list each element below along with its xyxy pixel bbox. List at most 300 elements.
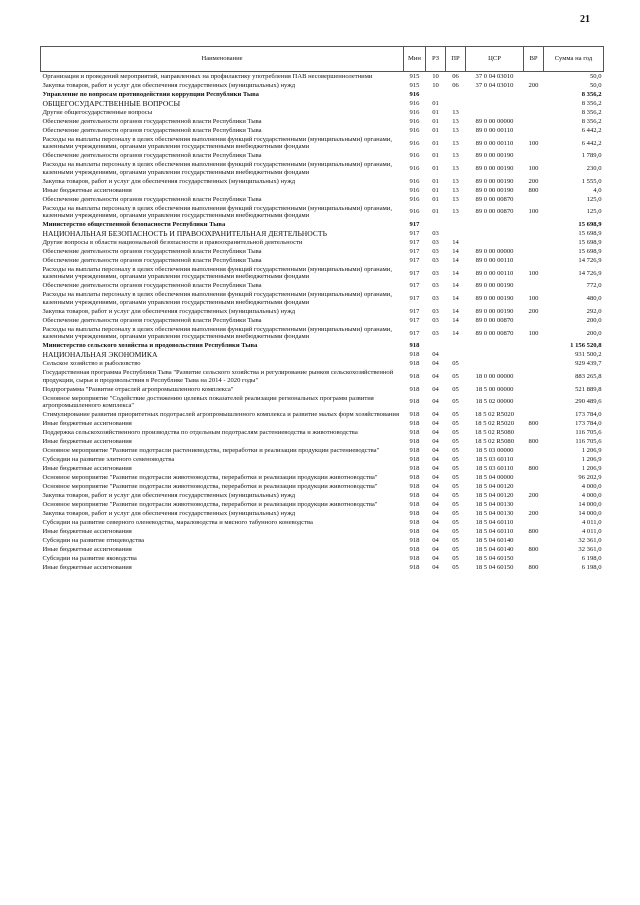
- table-row: [41, 72, 604, 82]
- cell-rz: 04: [432, 456, 439, 464]
- cell-sum: 290 489,6: [575, 398, 602, 406]
- cell-min: 918: [409, 398, 420, 406]
- cell-csr: 89 0 00 00000: [475, 248, 514, 256]
- cell-csr: 89 0 00 00870: [475, 329, 514, 337]
- cell-min: 917: [409, 316, 420, 324]
- cell-rz: 04: [432, 537, 439, 545]
- cell-vr: [524, 90, 544, 99]
- cell-min: 916: [409, 195, 420, 203]
- cell-sum: 8 356,2: [581, 117, 602, 125]
- cell-name: Иные бюджетные ассигнования: [42, 546, 132, 554]
- cell-csr: 18 5 04 60150: [475, 555, 514, 563]
- cell-sum: 292,0: [586, 307, 602, 315]
- cell-pr: [446, 341, 466, 350]
- cell-min: 915: [409, 81, 420, 89]
- cell-pr: 14: [452, 329, 459, 337]
- cell-vr: 100: [528, 329, 539, 337]
- table-body: [41, 72, 604, 573]
- cell-sum: 931 500,2: [575, 351, 602, 359]
- cell-min: 916: [409, 139, 420, 147]
- cell-pr: 14: [452, 282, 459, 290]
- cell-vr: 800: [528, 438, 539, 446]
- table-row: [41, 545, 604, 554]
- cell-rz: 04: [432, 372, 439, 380]
- cell-min: 918: [409, 528, 420, 536]
- cell-csr: 37 0 04 03010: [475, 72, 514, 80]
- cell-sum: 521 889,8: [575, 385, 602, 393]
- table-row: [41, 341, 604, 350]
- cell-csr: 18 0 00 00000: [475, 372, 514, 380]
- cell-vr: 100: [528, 295, 539, 303]
- cell-name: Подпрограмма "Развитие отраслей агропромышленного комплекса": [42, 385, 234, 393]
- cell-sum: 6 198,0: [581, 555, 602, 563]
- table-row: [41, 527, 604, 536]
- cell-pr: 05: [452, 564, 459, 572]
- cell-vr: [524, 238, 544, 247]
- cell-rz: 10: [432, 81, 439, 89]
- cell-csr: 18 5 04 60140: [475, 546, 514, 554]
- cell-csr: 18 5 02 R5020: [474, 420, 514, 428]
- cell-pr: 06: [452, 81, 459, 89]
- cell-rz: 04: [432, 546, 439, 554]
- cell-pr: 05: [452, 429, 459, 437]
- cell-csr: 18 5 04 60150: [475, 564, 514, 572]
- cell-csr: 89 0 00 00110: [475, 126, 514, 134]
- cell-name: ОБЩЕГОСУДАРСТВЕННЫЕ ВОПРОСЫ: [42, 98, 181, 108]
- cell-pr: 05: [452, 519, 459, 527]
- cell-rz: 04: [432, 398, 439, 406]
- cell-pr: 05: [452, 501, 459, 509]
- cell-sum: 6 442,2: [581, 139, 602, 147]
- table-row: [41, 282, 604, 291]
- table-row: [41, 220, 604, 229]
- table-row: [41, 509, 604, 518]
- cell-name: Обеспечение деятельности органов государственной власти Республики Тыва: [42, 248, 262, 256]
- cell-rz: 03: [432, 230, 439, 238]
- cell-min: 917: [409, 230, 420, 238]
- cell-vr: [524, 368, 544, 384]
- cell-csr: 89 0 00 00870: [475, 316, 514, 324]
- cell-min: 918: [409, 438, 420, 446]
- cell-pr: 05: [452, 474, 459, 482]
- cell-min: 916: [409, 99, 420, 107]
- cell-rz: 03: [432, 316, 439, 324]
- table-row: [41, 108, 604, 117]
- header-min: Мин: [404, 47, 426, 72]
- table-row: [41, 229, 604, 238]
- cell-pr: 05: [452, 385, 459, 393]
- cell-rz: 04: [432, 474, 439, 482]
- cell-rz: 01: [432, 108, 439, 116]
- cell-pr: 05: [452, 456, 459, 464]
- cell-csr: 89 0 00 00190: [475, 307, 514, 315]
- cell-csr: [466, 238, 524, 247]
- cell-csr: 18 5 04 60110: [475, 528, 514, 536]
- cell-min: 917: [409, 239, 420, 247]
- cell-min: 918: [409, 564, 420, 572]
- cell-sum: 32 361,0: [578, 546, 602, 554]
- table-row: [41, 99, 604, 108]
- table-row: [41, 536, 604, 545]
- cell-pr: 05: [452, 465, 459, 473]
- header-rz: РЗ: [426, 47, 446, 72]
- cell-csr: 18 5 02 00000: [475, 398, 514, 406]
- cell-min: 918: [409, 447, 420, 455]
- table-row: [41, 186, 604, 195]
- cell-name: Иные бюджетные ассигнования: [42, 186, 132, 194]
- cell-vr: [524, 536, 544, 545]
- cell-pr: 13: [452, 108, 459, 116]
- cell-sum: 116 705,6: [575, 438, 602, 446]
- cell-rz: 01: [432, 152, 439, 160]
- cell-min: 916: [409, 117, 420, 125]
- cell-min: 918: [409, 510, 420, 518]
- cell-pr: 14: [452, 269, 459, 277]
- table-row: [41, 473, 604, 482]
- cell-name: Обеспечение деятельности органов государственной власти Республики Тыва: [42, 117, 262, 125]
- cell-csr: 89 0 00 00190: [475, 295, 514, 303]
- cell-min: 917: [409, 221, 420, 229]
- cell-vr: 800: [528, 420, 539, 428]
- cell-min: 918: [409, 385, 420, 393]
- cell-min: 918: [409, 420, 420, 428]
- cell-vr: 200: [528, 81, 539, 89]
- cell-vr: 100: [528, 139, 539, 147]
- cell-csr: 18 5 04 00130: [475, 501, 514, 509]
- cell-min: 917: [409, 307, 420, 315]
- cell-sum: 4 000,0: [581, 483, 602, 491]
- cell-pr: [446, 350, 466, 359]
- cell-sum: 1 206,9: [581, 456, 602, 464]
- cell-rz: 04: [432, 510, 439, 518]
- cell-csr: 89 0 00 00190: [475, 186, 514, 194]
- table-row: [41, 135, 604, 151]
- table-row: [41, 204, 604, 220]
- cell-vr: [524, 410, 544, 419]
- cell-name: Обеспечение деятельности органов государственной власти Республики Тыва: [42, 126, 262, 134]
- cell-sum: 4,0: [593, 186, 602, 194]
- cell-pr: 05: [452, 360, 459, 368]
- cell-sum: 200,0: [586, 329, 602, 337]
- cell-vr: [524, 282, 544, 291]
- cell-name: Обеспечение деятельности органов государственной власти Республики Тыва: [42, 195, 262, 203]
- table-row: [41, 554, 604, 563]
- cell-rz: 01: [432, 126, 439, 134]
- cell-pr: 13: [452, 186, 459, 194]
- cell-min: 917: [409, 282, 420, 290]
- cell-min: 918: [409, 537, 420, 545]
- cell-name: НАЦИОНАЛЬНАЯ ЭКОНОМИКА: [42, 350, 158, 360]
- table-row: [41, 177, 604, 186]
- table-row: [41, 428, 604, 437]
- cell-rz: 03: [432, 257, 439, 265]
- cell-pr: 14: [452, 316, 459, 324]
- cell-rz: 04: [432, 385, 439, 393]
- table-row: [41, 247, 604, 256]
- cell-vr: 800: [528, 546, 539, 554]
- cell-vr: [524, 554, 544, 563]
- cell-pr: 06: [452, 72, 459, 80]
- cell-name: Обеспечение деятельности органов государственной власти Республики Тыва: [42, 316, 262, 324]
- cell-rz: 03: [432, 282, 439, 290]
- cell-rz: 01: [432, 139, 439, 147]
- cell-csr: [466, 229, 524, 238]
- cell-min: 918: [409, 411, 420, 419]
- cell-sum: 480,0: [586, 295, 602, 303]
- table-row: [41, 464, 604, 473]
- table-header: [41, 47, 604, 72]
- cell-sum: 6 442,2: [581, 126, 602, 134]
- cell-sum: 230,0: [586, 164, 602, 172]
- cell-pr: 14: [452, 257, 459, 265]
- cell-vr: [524, 256, 544, 265]
- cell-csr: [466, 99, 524, 108]
- cell-pr: 05: [452, 537, 459, 545]
- cell-csr: 89 0 00 00110: [475, 257, 514, 265]
- cell-rz: 04: [432, 492, 439, 500]
- cell-csr: 18 5 00 00000: [475, 385, 514, 393]
- cell-vr: [524, 72, 544, 82]
- cell-pr: [446, 229, 466, 238]
- cell-name: Расходы на выплаты персоналу в целях обеспечения выполнения функций государственными (муниципальными) органами, казенными учреждениями, органами управления государственными внебюджетными фондами: [42, 161, 392, 176]
- cell-csr: [466, 220, 524, 229]
- cell-rz: 03: [432, 307, 439, 315]
- cell-vr: 200: [528, 177, 539, 185]
- cell-name: Субсидии на развитие птицеводства: [42, 537, 145, 545]
- cell-pr: 05: [452, 546, 459, 554]
- cell-csr: 89 0 00 00110: [475, 269, 514, 277]
- cell-min: 917: [409, 295, 420, 303]
- cell-vr: [524, 341, 544, 350]
- cell-min: 918: [409, 429, 420, 437]
- cell-vr: [524, 316, 544, 325]
- cell-name: Закупка товаров, работ и услуг для обеспечения государственных (муниципальных) нужд: [42, 307, 296, 315]
- table-row: [41, 437, 604, 446]
- cell-sum: 32 361,0: [578, 537, 602, 545]
- cell-name: Расходы на выплаты персоналу в целях обеспечения выполнения функций государственными (муниципальными) органами, казенными учреждениями, органами управления государственными внебюджетными фондами: [42, 325, 392, 341]
- cell-pr: 13: [452, 126, 459, 134]
- table-row: [41, 350, 604, 359]
- cell-vr: 200: [528, 510, 539, 518]
- cell-name: Организация и проведений мероприятий, направленных на профилактику употребления ПАВ несовершеннолетними: [42, 72, 373, 80]
- cell-rz: 01: [432, 164, 439, 172]
- cell-name: Расходы на выплаты персоналу в целях обеспечения выполнения функций государственными (муниципальными) органами, казенными учреждениями, органами управления государственными внебюджетными фондами: [42, 204, 392, 220]
- cell-name: Поддержка сельскохозяйственного производства по отдельным подотраслям растениеводства и животноводства: [42, 429, 358, 437]
- cell-name: Субсидии на развитие северного оленеводства, мараловодства и мясного табунного коневодства: [42, 519, 313, 527]
- cell-rz: 04: [432, 501, 439, 509]
- cell-rz: 01: [432, 117, 439, 125]
- page-number: 21: [580, 14, 590, 25]
- table-row: [41, 307, 604, 316]
- cell-name: Обеспечение деятельности органов государственной власти Республики Тыва: [42, 282, 262, 290]
- cell-vr: 800: [528, 186, 539, 194]
- cell-min: 918: [409, 546, 420, 554]
- table-row: [41, 151, 604, 160]
- cell-vr: 100: [528, 208, 539, 216]
- cell-vr: 200: [528, 492, 539, 500]
- cell-sum: 929 439,7: [575, 360, 602, 368]
- cell-rz: 04: [432, 465, 439, 473]
- cell-vr: [524, 473, 544, 482]
- cell-sum: 1 206,9: [581, 465, 602, 473]
- cell-vr: 100: [528, 269, 539, 277]
- cell-sum: 1 555,0: [581, 177, 602, 185]
- cell-rz: 03: [432, 239, 439, 247]
- cell-rz: 04: [432, 483, 439, 491]
- cell-name: Стимулирование развития приоритетных подотраслей агропромышленного комплекса и развитие малых форм хозяйствования: [42, 411, 399, 419]
- cell-csr: 89 0 00 00870: [475, 208, 514, 216]
- cell-min: 918: [409, 492, 420, 500]
- cell-pr: [446, 90, 466, 99]
- table-row: [41, 500, 604, 509]
- cell-min: 916: [409, 164, 420, 172]
- cell-sum: 14 000,0: [578, 501, 602, 509]
- cell-csr: 18 5 04 00130: [475, 510, 514, 518]
- cell-pr: 14: [452, 239, 459, 247]
- header-sum: Сумма на год: [544, 47, 604, 72]
- table-row: [41, 291, 604, 307]
- cell-name: Закупка товаров, работ и услуг для обеспечения государственных (муниципальных) нужд: [42, 177, 296, 185]
- table-row: [41, 81, 604, 90]
- cell-vr: [524, 151, 544, 160]
- cell-pr: 13: [452, 152, 459, 160]
- cell-vr: [524, 500, 544, 509]
- cell-pr: 13: [452, 139, 459, 147]
- cell-name: Основное мероприятие "Содействие достижению целевых показателей реализации региональных программ развития агропромышленного комплекса": [42, 394, 374, 410]
- cell-rz: 10: [432, 72, 439, 80]
- cell-name: Сельское хозяйство и рыболовство: [42, 360, 141, 368]
- table-row: [41, 563, 604, 572]
- cell-vr: 800: [528, 564, 539, 572]
- table-row: [41, 238, 604, 247]
- cell-pr: 05: [452, 438, 459, 446]
- table-row: [41, 482, 604, 491]
- cell-rz: 01: [432, 208, 439, 216]
- cell-min: 918: [409, 501, 420, 509]
- table-row: [41, 90, 604, 99]
- cell-rz: 03: [432, 295, 439, 303]
- cell-name: Государственная программа Республики Тыва "Развитие сельского хозяйства и регулирование рынков сельскохозяйственной продукции, сырья и продовольствия в Республике Тыва на 2014 - 2020 годы": [42, 369, 394, 384]
- cell-min: 918: [409, 360, 420, 368]
- header-name: Наименование: [41, 47, 404, 72]
- cell-csr: 89 0 00 00110: [475, 139, 514, 147]
- cell-rz: 04: [432, 564, 439, 572]
- cell-name: Расходы на выплаты персоналу в целях обеспечения выполнения функций государственными (муниципальными) органами, казенными учреждениями, органами управления государственными внебюджетными фондами: [42, 135, 392, 151]
- cell-name: Субсидии на развитие элитного семеноводства: [42, 456, 175, 464]
- cell-vr: [524, 229, 544, 238]
- cell-min: 917: [409, 269, 420, 277]
- cell-rz: 04: [432, 447, 439, 455]
- cell-vr: [524, 220, 544, 229]
- cell-vr: [524, 195, 544, 204]
- cell-vr: [524, 108, 544, 117]
- cell-min: 918: [409, 342, 420, 350]
- cell-sum: 125,0: [586, 195, 602, 203]
- table-row: [41, 359, 604, 368]
- cell-pr: 05: [452, 492, 459, 500]
- cell-vr: [524, 394, 544, 410]
- cell-sum: 15 698,9: [578, 221, 602, 229]
- cell-pr: 05: [452, 372, 459, 380]
- header-csr: ЦСР: [466, 47, 524, 72]
- cell-pr: 13: [452, 208, 459, 216]
- cell-csr: 89 0 00 00870: [475, 195, 514, 203]
- cell-min: 915: [409, 72, 420, 80]
- cell-sum: 6 198,0: [581, 564, 602, 572]
- cell-name: Основное мероприятие "Развитие подотрасли животноводства, переработки и реализации продукции животноводства": [42, 483, 378, 491]
- cell-pr: 05: [452, 510, 459, 518]
- cell-min: 916: [409, 208, 420, 216]
- cell-vr: [524, 455, 544, 464]
- cell-min: 916: [409, 177, 420, 185]
- cell-pr: 05: [452, 528, 459, 536]
- cell-sum: 116 705,6: [575, 429, 602, 437]
- cell-pr: 05: [452, 411, 459, 419]
- cell-rz: 01: [432, 186, 439, 194]
- cell-csr: 18 5 03 60110: [475, 456, 514, 464]
- budget-table: [40, 46, 604, 572]
- cell-pr: 13: [452, 195, 459, 203]
- cell-pr: 05: [452, 420, 459, 428]
- cell-name: Основное мероприятие "Развитие подотрасли животноводства, переработки и реализации продукции животноводства": [42, 501, 378, 509]
- cell-sum: 50,0: [589, 72, 602, 80]
- cell-csr: 89 0 00 00190: [475, 282, 514, 290]
- cell-rz: 04: [432, 438, 439, 446]
- cell-sum: 1 789,0: [581, 152, 602, 160]
- cell-vr: [524, 99, 544, 108]
- cell-rz: 04: [432, 429, 439, 437]
- cell-rz: 04: [432, 411, 439, 419]
- cell-csr: [466, 108, 524, 117]
- cell-pr: 05: [452, 398, 459, 406]
- cell-sum: 125,0: [586, 208, 602, 216]
- cell-min: 917: [409, 329, 420, 337]
- cell-min: 916: [409, 152, 420, 160]
- table-row: [41, 385, 604, 394]
- cell-sum: 8 356,2: [581, 108, 602, 116]
- cell-csr: 37 0 04 03010: [475, 81, 514, 89]
- cell-name: Министерство общественной безопасности Республики Тыва: [42, 221, 226, 229]
- cell-vr: [524, 428, 544, 437]
- cell-csr: 89 0 00 00190: [475, 164, 514, 172]
- cell-csr: 18 5 04 60140: [475, 537, 514, 545]
- cell-csr: 18 5 02 R5020: [474, 411, 514, 419]
- cell-pr: [446, 99, 466, 108]
- cell-min: 918: [409, 555, 420, 563]
- cell-name: Иные бюджетные ассигнования: [42, 438, 132, 446]
- cell-sum: 4 000,0: [581, 492, 602, 500]
- cell-min: 916: [409, 108, 420, 116]
- cell-vr: [524, 126, 544, 135]
- cell-sum: 173 784,0: [575, 411, 602, 419]
- cell-min: 916: [409, 186, 420, 194]
- cell-sum: 14 000,0: [578, 510, 602, 518]
- table-row: [41, 518, 604, 527]
- cell-vr: [524, 359, 544, 368]
- cell-name: Другие вопросы в области национальной безопасности и правоохранительной деятельности: [42, 239, 303, 247]
- cell-sum: 8 356,2: [581, 99, 602, 107]
- cell-vr: 800: [528, 465, 539, 473]
- cell-pr: 05: [452, 555, 459, 563]
- cell-sum: 15 698,9: [578, 239, 602, 247]
- cell-rz: [426, 341, 446, 350]
- header-vr: ВР: [524, 47, 544, 72]
- cell-pr: 14: [452, 248, 459, 256]
- cell-sum: 4 011,0: [581, 519, 602, 527]
- cell-name: Обеспечение деятельности органов государственной власти Республики Тыва: [42, 152, 262, 160]
- cell-min: 918: [409, 465, 420, 473]
- cell-csr: [466, 90, 524, 99]
